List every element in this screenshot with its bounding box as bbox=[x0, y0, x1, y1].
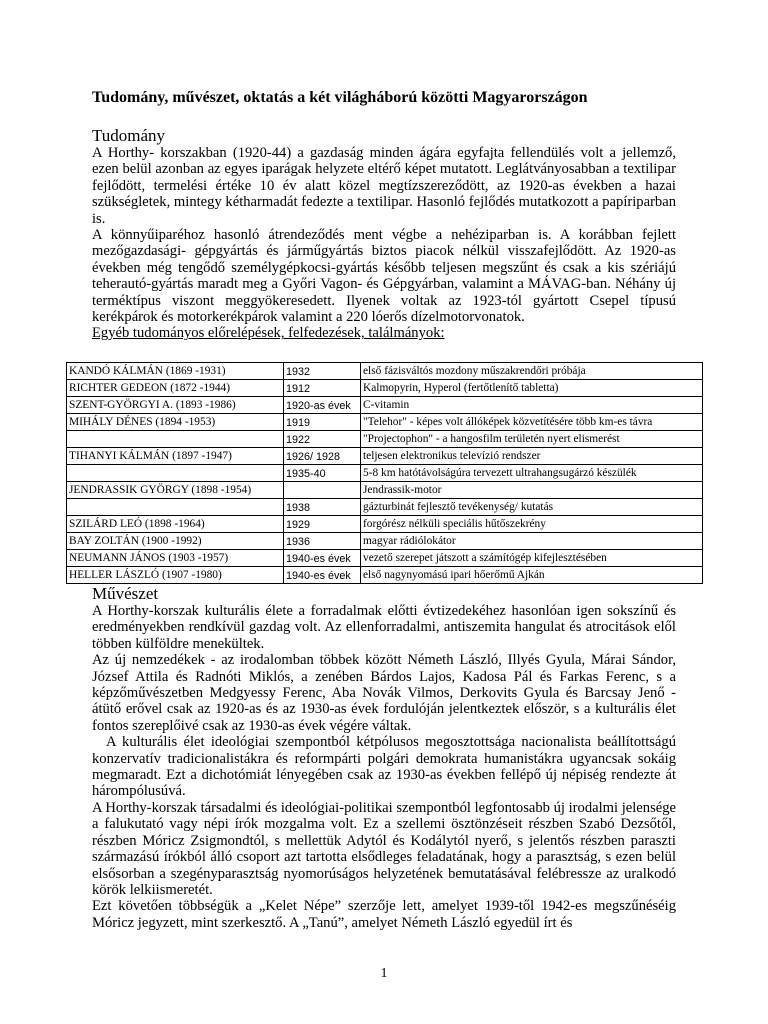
art-text bbox=[92, 603, 676, 931]
year-cell: 1919 bbox=[284, 414, 361, 431]
year-cell: 1920-as évek bbox=[284, 397, 361, 414]
scientist-cell: HELLER LÁSZLÓ (1907 -1980) bbox=[67, 567, 284, 584]
achievement-cell: vezető szerepet játszott a számítógép kifejlesztésében bbox=[361, 550, 703, 567]
paragraph: Ezt követően többségük a „Kelet Népe” szerzője lett, amelyet 1939-től 1942-es megszűnéséig Móricz jegyzett, mint szerkesztő. A „Tanú”, amelyet Németh László egyedül írt és bbox=[92, 898, 676, 931]
year-cell: 1936 bbox=[284, 533, 361, 550]
year-cell: 1932 bbox=[284, 363, 361, 380]
scientist-cell: RICHTER GEDEON (1872 -1944) bbox=[67, 380, 284, 397]
achievement-cell: forgórész nélküli speciális hűtőszekrény bbox=[361, 516, 703, 533]
achievement-cell: magyar rádiólokátor bbox=[361, 533, 703, 550]
year-cell: 1940-es évek bbox=[284, 567, 361, 584]
table-row bbox=[67, 482, 703, 499]
year-cell: 1926/ 1928 bbox=[284, 448, 361, 465]
table-row bbox=[67, 397, 703, 414]
scientist-cell: MIHÁLY DÉNES (1894 -1953) bbox=[67, 414, 284, 431]
paragraph: A Horthy-korszak kulturális élete a forradalmak előtti évtizedekéhez hasonlóan igen sokszínű és eredményekben rendkívül gazdag volt. Az ellenforradalmi, antiszemita hangulat és atrocitások elől többen külföldre menekültek. bbox=[92, 603, 676, 652]
paragraph: A kulturális élet ideológiai szempontból kétpólusos megosztottsága nacionalista beállítottságú konzervatív tradicionalistákra és reformpárti polgári demokrata humanistákra ugyancsak sokáig megmaradt. Ezt a dichotómiát lényegében csak az 1930-as években fellépő új népiség rendezte át hárompólusúvá. bbox=[92, 734, 676, 800]
year-cell: 1938 bbox=[284, 499, 361, 516]
scientist-cell: KANDÓ KÁLMÁN (1869 -1931) bbox=[67, 363, 284, 380]
achievement-cell: Kalmopyrin, Hyperol (fertőtlenítő tabletta) bbox=[361, 380, 703, 397]
table-row bbox=[67, 499, 703, 516]
table-row bbox=[67, 414, 703, 431]
scientist-cell: SZENT-GYÖRGYI A. (1893 -1986) bbox=[67, 397, 284, 414]
scientist-cell bbox=[67, 431, 284, 448]
section-heading-art: Művészet bbox=[92, 584, 159, 603]
achievement-cell: C-vitamin bbox=[361, 397, 703, 414]
inventions-table bbox=[66, 362, 703, 584]
section-heading-science: Tudomány bbox=[92, 126, 166, 145]
year-cell: 1940-es évek bbox=[284, 550, 361, 567]
table-row bbox=[67, 567, 703, 584]
table-row bbox=[67, 448, 703, 465]
year-cell: 1929 bbox=[284, 516, 361, 533]
table-row bbox=[67, 431, 703, 448]
year-cell: 1912 bbox=[284, 380, 361, 397]
achievement-cell: teljesen elektronikus televízió rendszer bbox=[361, 448, 703, 465]
year-cell: 1935-40 bbox=[284, 465, 361, 482]
achievement-cell: első fázisváltós mozdony műszakrendőri próbája bbox=[361, 363, 703, 380]
achievement-cell: "Telehor" - képes volt állóképek közvetítésére több km-es távra bbox=[361, 414, 703, 431]
scientist-cell: BAY ZOLTÁN (1900 -1992) bbox=[67, 533, 284, 550]
achievement-cell: 5-8 km hatótávolságúra tervezett ultrahangsugárzó készülék bbox=[361, 465, 703, 482]
paragraph: A Horthy- korszakban (1920-44) a gazdaság minden ágára egyfajta fellendülés volt a jellemző, ezen belül azonban az egyes iparágak helyzete eltérő képet mutatott. Leglátványosabban a textilipar fejlődött, termelési értéke 10 év alatt közel megtízszereződött, az 1920-as években a hazai szükségletek, mintegy kétharmadát fedezte a textilipar. Hasonló fejlődés mutatkozott a papíriparban is. bbox=[92, 145, 676, 227]
achievement-cell: gázturbinát fejlesztő tevékenység/ kutatás bbox=[361, 499, 703, 516]
achievement-cell: "Projectophon" - a hangosfilm területén nyert elismerést bbox=[361, 431, 703, 448]
science-text bbox=[92, 145, 676, 342]
scientist-cell: TIHANYI KÁLMÁN (1897 -1947) bbox=[67, 448, 284, 465]
paragraph: Az új nemzedékek - az irodalomban többek között Németh László, Illyés Gyula, Márai Sándor, József Attila és Radnóti Miklós, a zenében Bárdos Lajos, Kadosa Pál és Farkas Ferenc, s a képzőművészetben Medgyessy Ferenc, Aba Novák Vilmos, Derkovits Gyula és Barcsay Jenő - átütő erővel csak az 1920-as és az 1930-as évek fordulóján jelentkeztek először, s a kulturális élet fontos szereplőivé csak az 1930-as évek végére váltak. bbox=[92, 652, 676, 734]
table-subtitle: Egyéb tudományos előrelépések, felfedezések, találmányok: bbox=[92, 325, 445, 342]
page-number: 1 bbox=[380, 966, 388, 981]
scientist-cell bbox=[67, 499, 284, 516]
scientist-cell: NEUMANN JÁNOS (1903 -1957) bbox=[67, 550, 284, 567]
page-title: Tudomány, művészet, oktatás a két világháború közötti Magyarországon bbox=[92, 89, 588, 106]
table-row bbox=[67, 380, 703, 397]
table-row bbox=[67, 516, 703, 533]
scientist-cell: SZILÁRD LEÓ (1898 -1964) bbox=[67, 516, 284, 533]
paragraph: A Horthy-korszak társadalmi és ideológiai-politikai szempontból legfontosabb új irodalmi jelensége a falukutató vagy népi írók mozgalma volt. Ez a szellemi ösztönzéseit részben Szabó Dezsőtől, részben Móricz Zsigmondtól, s mellettük Adytól és Kodálytól nyerő, s jelentős részben paraszti származású írókból álló csoport azt tartotta elsődleges feladatának, hogy a parasztság, s ezen belül elsősorban a szegényparasztság nyomorúságos helyzetének bemutatásával felébressze az uralkodó körök lelkiismeretét. bbox=[92, 799, 677, 898]
scientist-cell bbox=[67, 465, 284, 482]
year-cell bbox=[284, 482, 361, 499]
scientist-cell: JENDRASSIK GYÖRGY (1898 -1954) bbox=[67, 482, 284, 499]
table-row bbox=[67, 363, 703, 380]
achievement-cell: első nagynyomású ipari hőerőmű Ajkán bbox=[361, 567, 703, 584]
paragraph: A könnyűiparéhoz hasonló átrendeződés ment végbe a nehéziparban is. A korábban fejlett mezőgazdasági- gépgyártás és járműgyártás biztos piacok nélkül visszafejlődött. Az 1920-as években még tengődő személygépkocsi-gyártás később teljesen megszűnt és csak a kis szériájú teherautó-gyártás maradt meg a Győri Vagon- és Gépgyárban, valamint a MÁVAG-ban. Néhány új terméktípus viszont meggyökeresedett. Ilyenek voltak az 1923-tól gyártott Csepel típusú kerékpárok és motorkerékpárok valamint a 220 lóerős dízelmotorvonatok. bbox=[92, 227, 676, 326]
year-cell: 1922 bbox=[284, 431, 361, 448]
table-row bbox=[67, 550, 703, 567]
table-row bbox=[67, 533, 703, 550]
table-row bbox=[67, 465, 703, 482]
achievement-cell: Jendrassik-motor bbox=[361, 482, 703, 499]
